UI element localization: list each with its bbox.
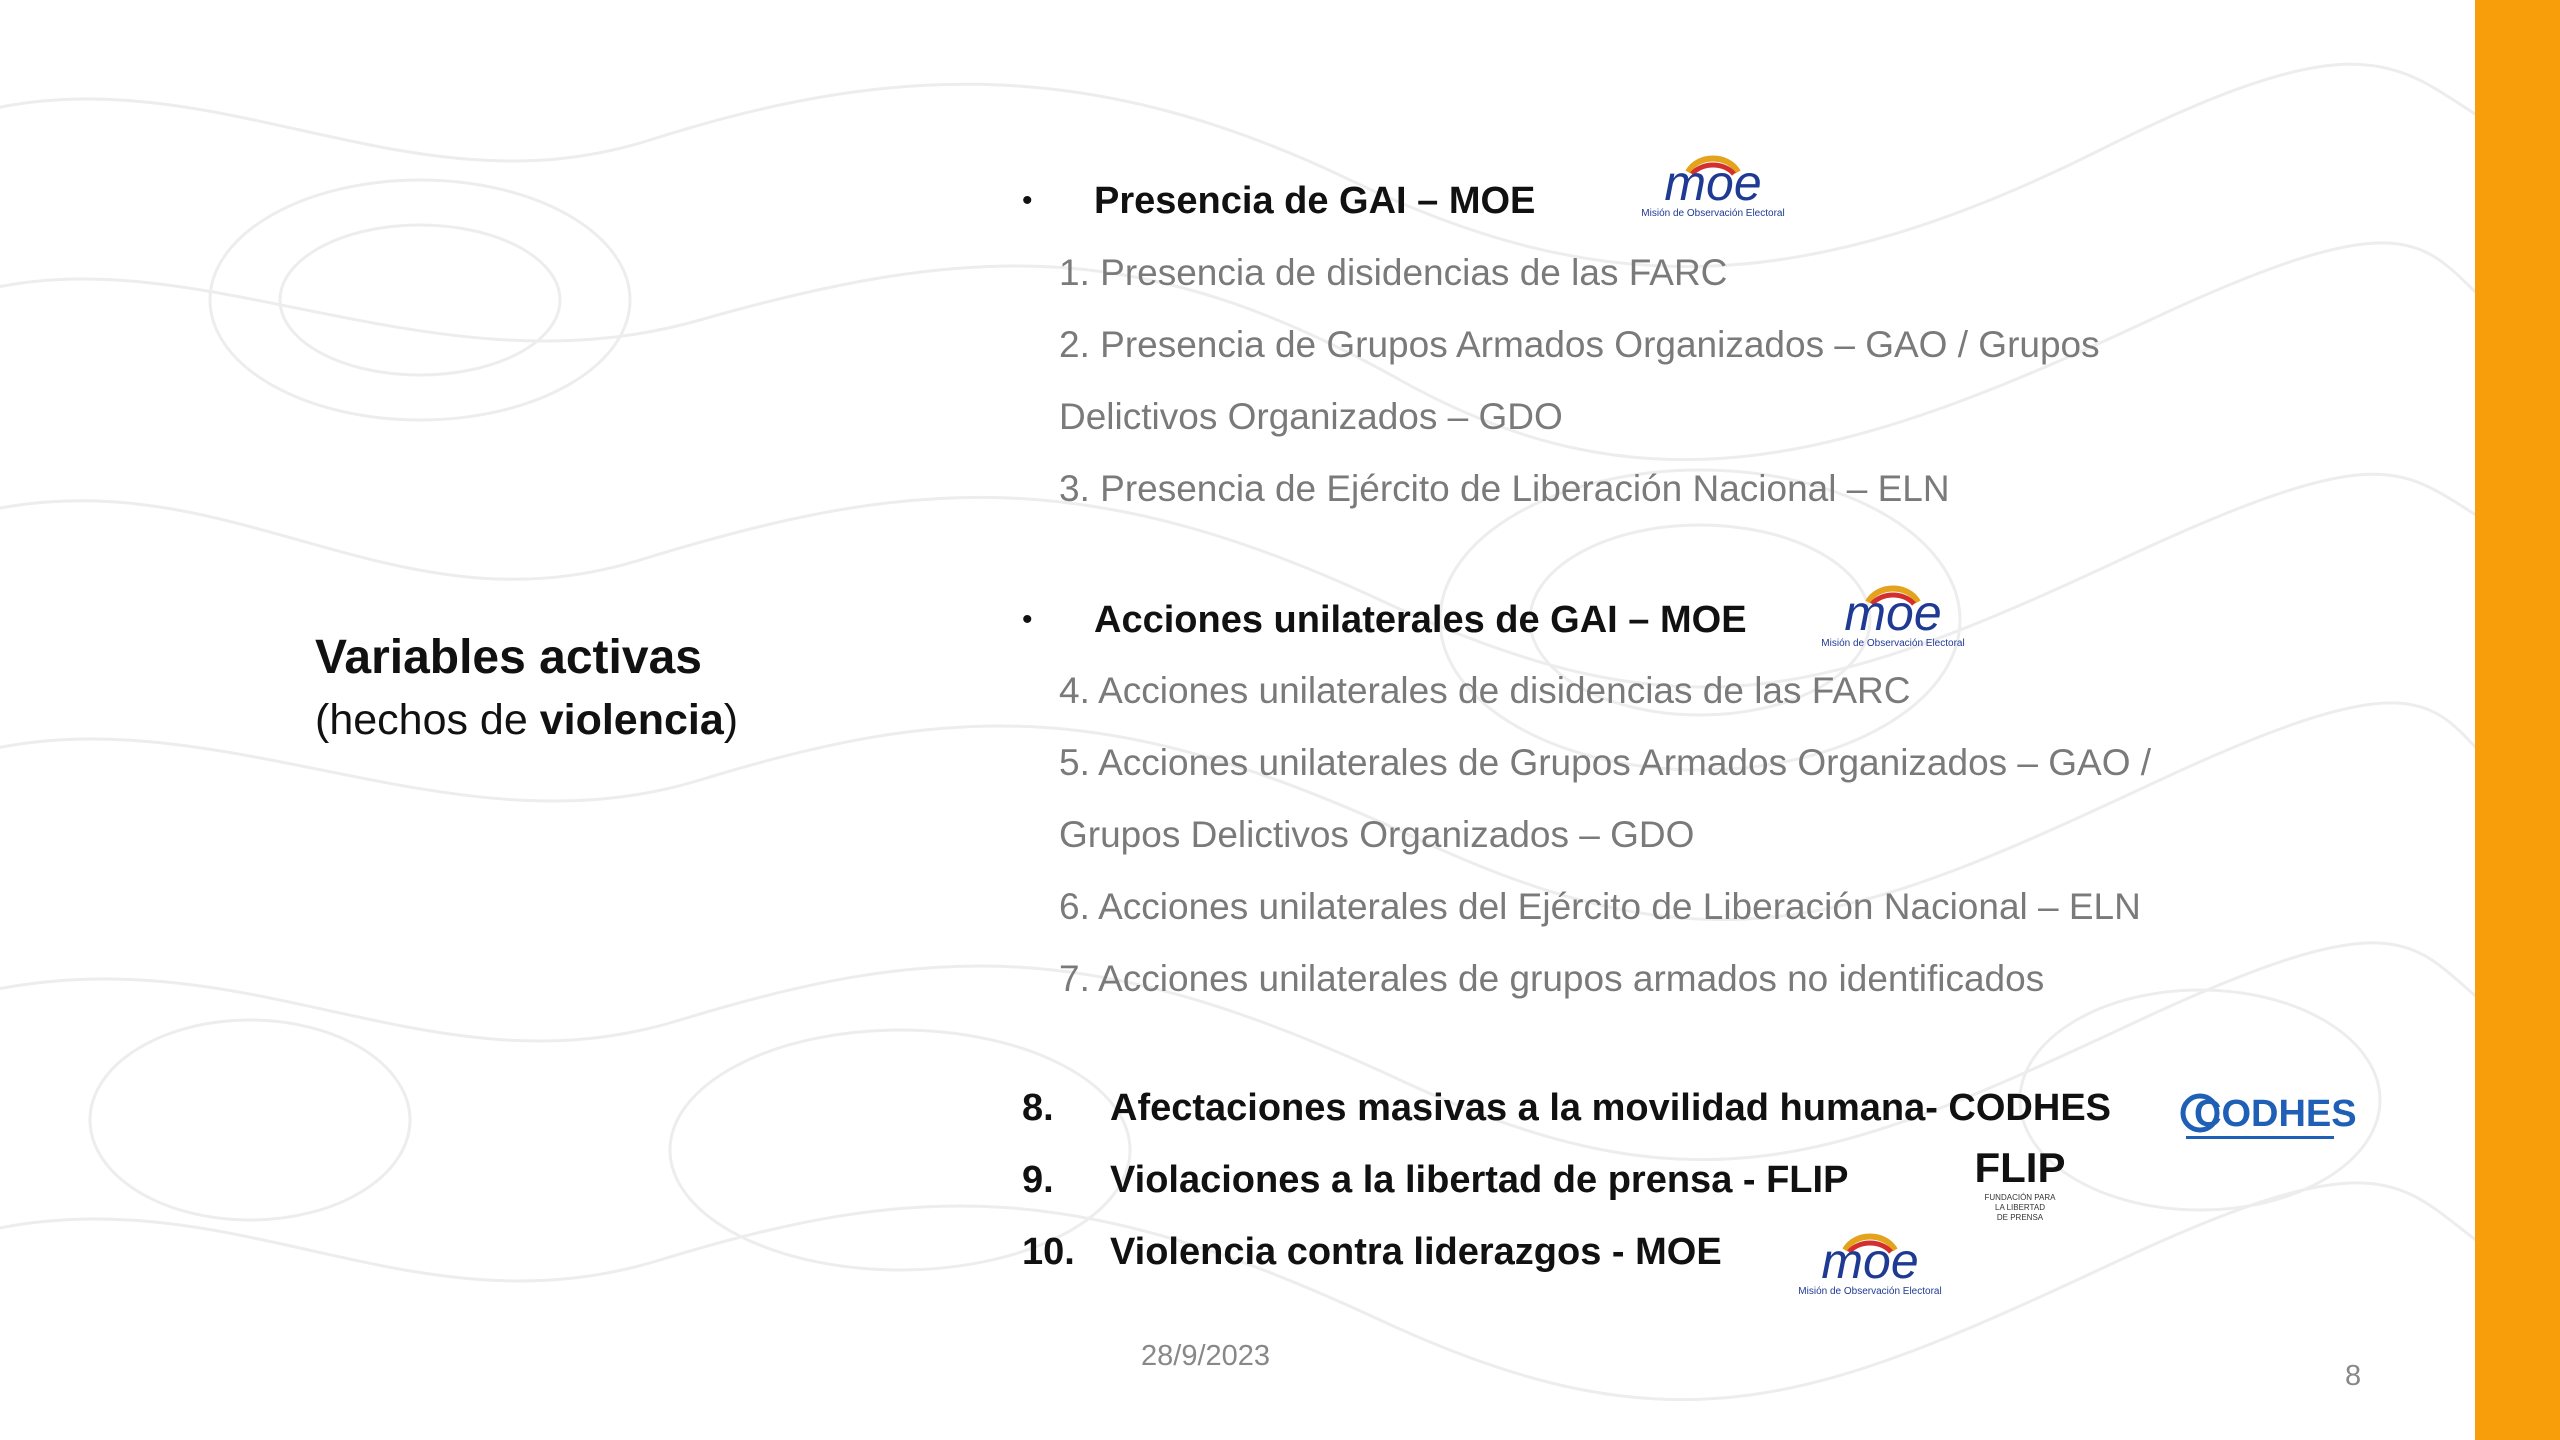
list-item: 6. Acciones unilaterales del Ejército de Liberación Nacional – ELN: [1059, 886, 2141, 927]
svg-text:moe: moe: [1844, 585, 1942, 641]
list-item-continuation: Delictivos Organizados – GDO: [1059, 396, 1563, 437]
svg-text:Misión de Observación Electora: Misión de Observación Electoral: [1798, 1286, 1942, 1297]
list-item: 2. Presencia de Grupos Armados Organizados – GAO / Grupos: [1059, 324, 2100, 365]
numbered-item-text: Violaciones a la libertad de prensa - FLIP: [1110, 1159, 1849, 1201]
page-number: 8: [2345, 1360, 2362, 1392]
svg-text:LA LIBERTAD: LA LIBERTAD: [1995, 1203, 2045, 1212]
list-item: 3. Presencia de Ejército de Liberación Nacional – ELN: [1059, 468, 1950, 509]
section2-bullet: •: [1022, 603, 1033, 636]
svg-text:moe: moe: [1664, 155, 1762, 211]
flip-logo: [1975, 1142, 2065, 1227]
list-item: 5. Acciones unilaterales de Grupos Armados Organizados – GAO /: [1059, 742, 2152, 783]
svg-text:DE PRENSA: DE PRENSA: [1996, 1213, 2044, 1222]
section1-heading: Presencia de GAI – MOE: [1094, 180, 1536, 222]
svg-text:moe: moe: [1821, 1233, 1919, 1289]
numbered-item-text: Afectaciones masivas a la movilidad humana- CODHES: [1110, 1087, 2112, 1129]
section2-heading: Acciones unilaterales de GAI – MOE: [1094, 599, 1747, 641]
svg-text:Misión de Observación Electora: Misión de Observación Electoral: [1641, 208, 1785, 219]
svg-text:FUNDACIÓN PARA: FUNDACIÓN PARA: [1984, 1193, 2056, 1202]
list-item: 1. Presencia de disidencias de las FARC: [1059, 252, 1728, 293]
slide-title: Variables activas: [315, 631, 702, 684]
numbered-item-number: 8.: [1022, 1087, 1054, 1129]
section1-bullet: •: [1022, 184, 1033, 217]
numbered-item-text: Violencia contra liderazgos - MOE: [1110, 1231, 1722, 1273]
svg-text:FLIP: FLIP: [1974, 1144, 2066, 1191]
list-item: 4. Acciones unilaterales de disidencias de las FARC: [1059, 670, 1911, 711]
svg-text:CODHES: CODHES: [2194, 1093, 2357, 1135]
moe-logo: [1808, 580, 1978, 650]
moe-logo: [1785, 1228, 1955, 1298]
numbered-item-number: 9.: [1022, 1159, 1054, 1201]
list-item-continuation: Grupos Delictivos Organizados – GDO: [1059, 814, 1695, 855]
slide-subtitle: (hechos de violencia): [315, 696, 739, 744]
svg-text:Misión de Observación Electora: Misión de Observación Electoral: [1821, 638, 1965, 649]
moe-logo: [1628, 150, 1798, 220]
codhes-logo: [2180, 1088, 2357, 1143]
slide-date: 28/9/2023: [1141, 1340, 1271, 1372]
numbered-item-number: 10.: [1022, 1231, 1075, 1273]
list-item: 7. Acciones unilaterales de grupos armados no identificados: [1059, 958, 2045, 999]
accent-side-bar: [2475, 0, 2560, 1440]
